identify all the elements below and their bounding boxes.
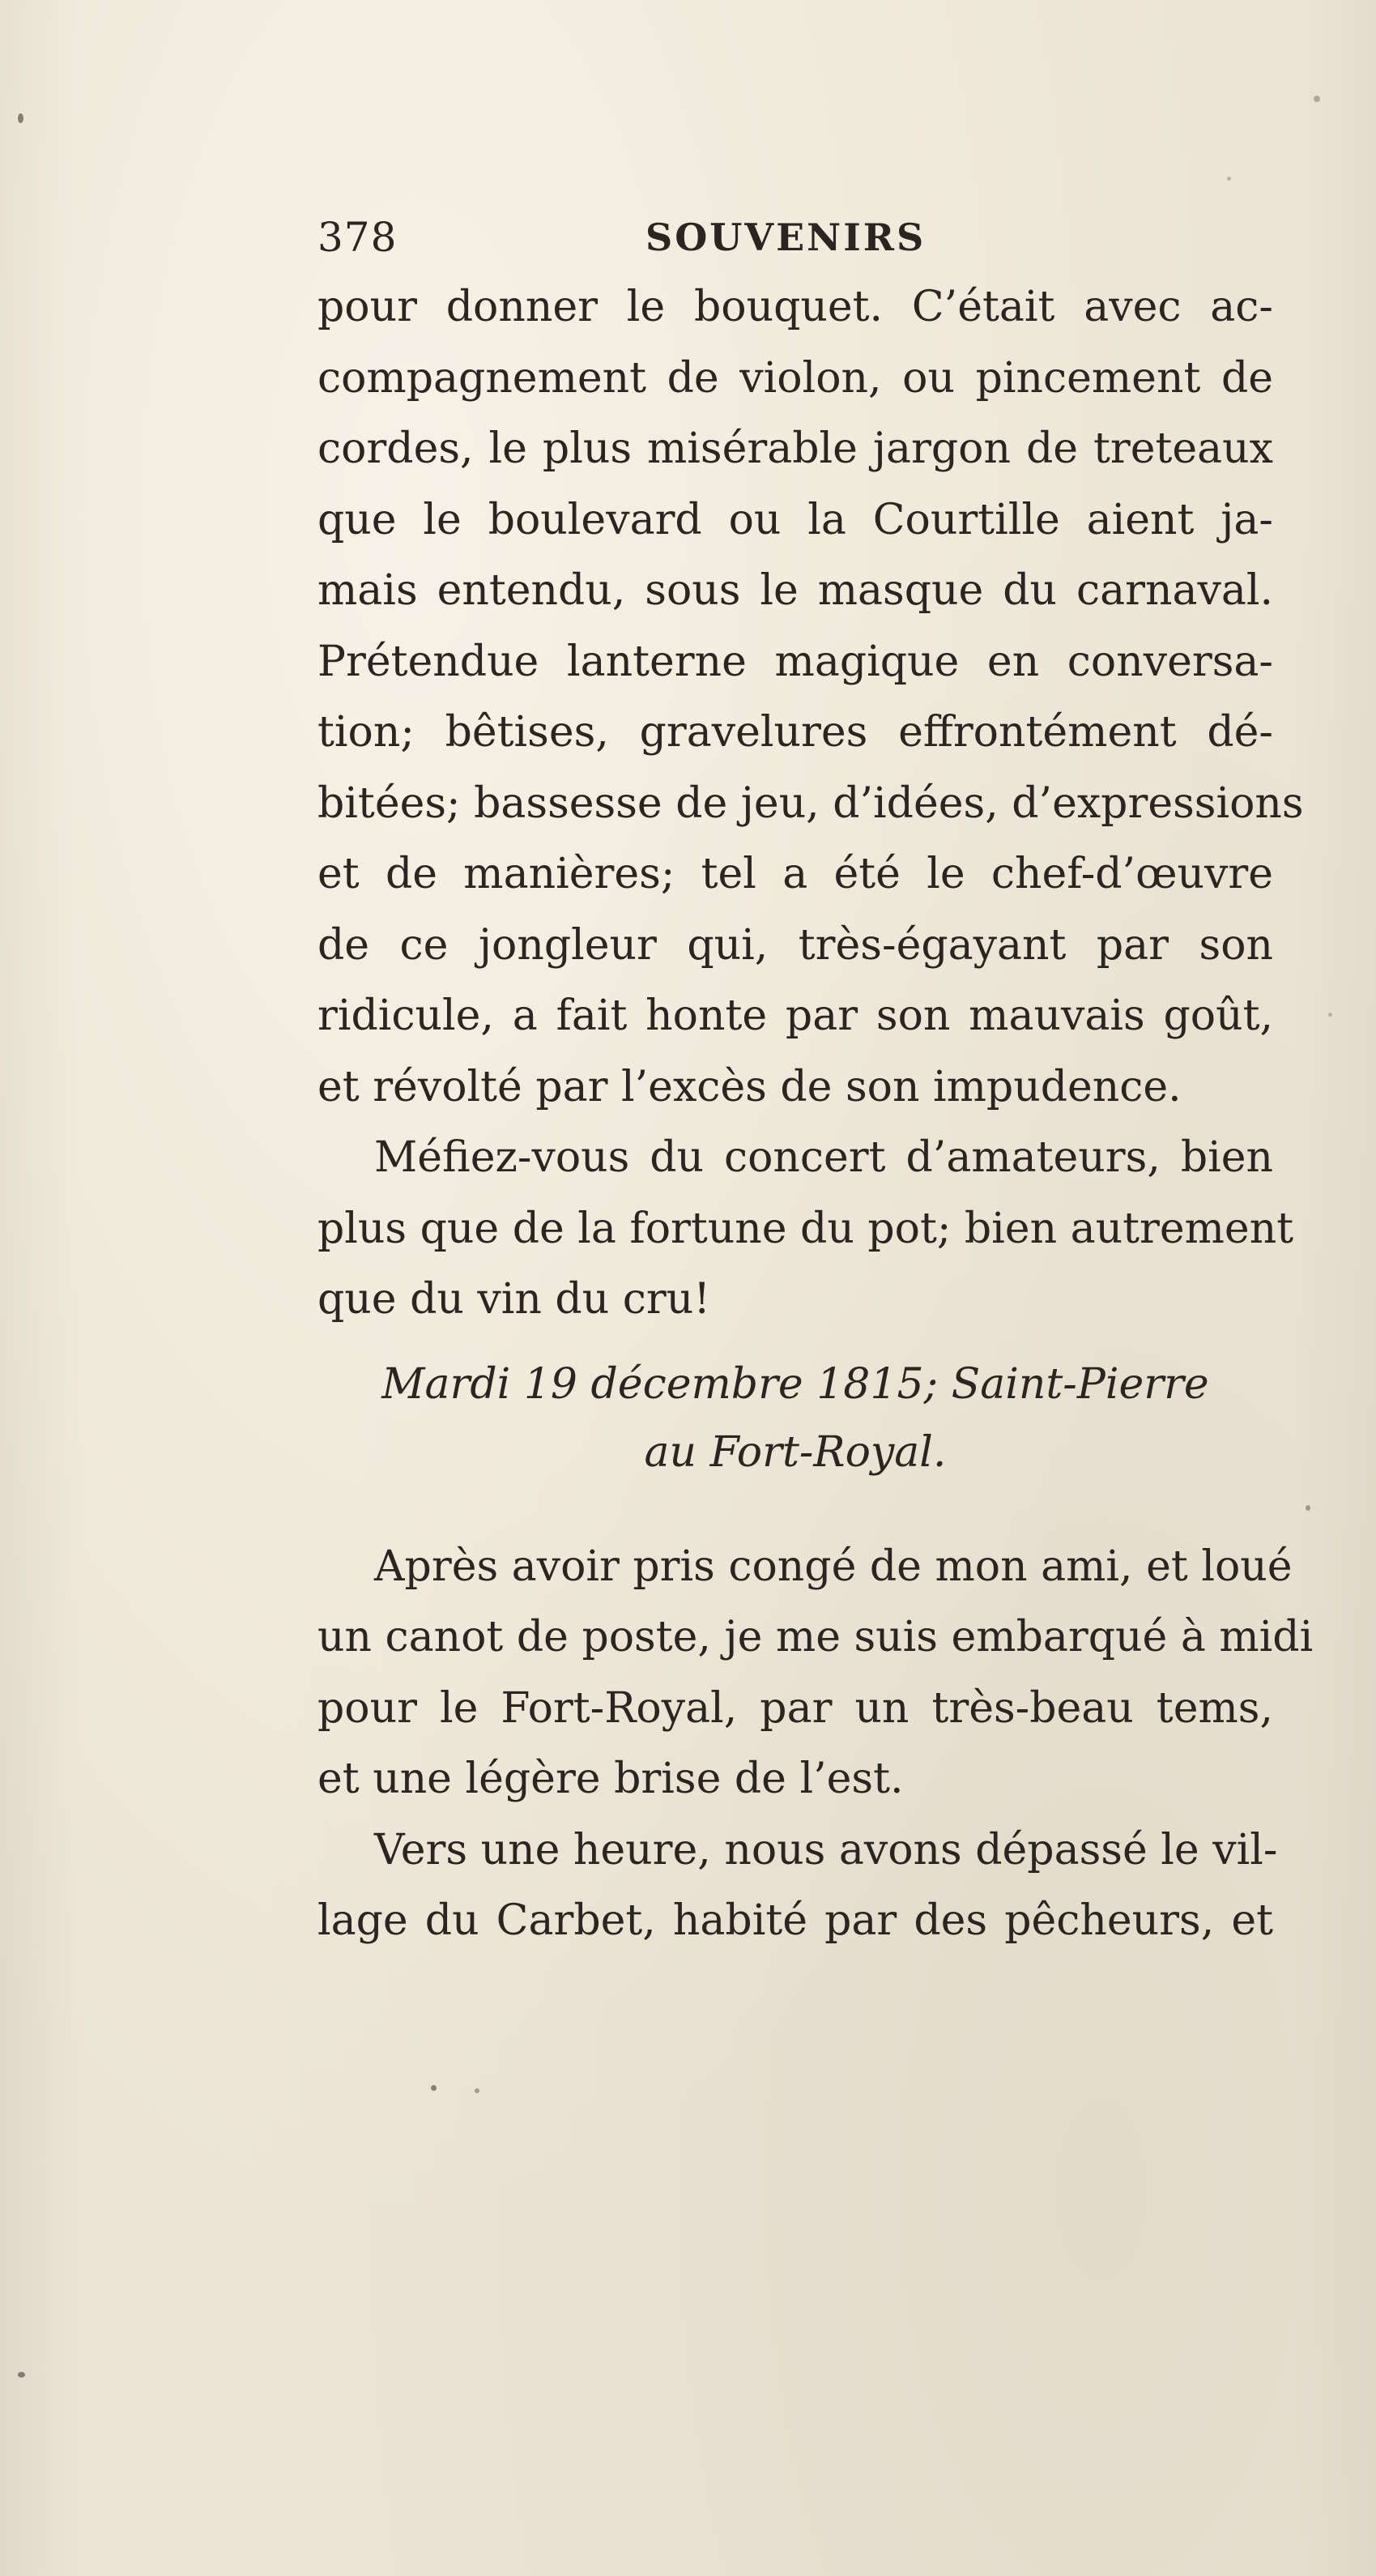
text-line: et de manières; tel a été le chef-d’œuvre [317,850,1273,898]
running-title: SOUVENIRS [645,215,927,259]
text-line: plus que de la fortune du pot; bien autrement [317,1204,1294,1253]
paragraph-4 [317,1815,1278,1957]
paper-speck [1314,96,1320,102]
text-line: Méfiez-vous du concert d’amateurs, bien [374,1133,1273,1182]
paragraph-3 [317,1532,1314,1815]
paper-speck [431,2085,437,2091]
text-line: tion; bêtises, gravelures effrontément dé- [317,708,1273,757]
page-text [317,203,1314,1957]
text-line: cordes, le plus misérable jargon de treteaux [317,424,1273,473]
text-line: Après avoir pris congé de mon ami, et loué [374,1542,1293,1591]
text-line: de ce jongleur qui, très-égayant par son [317,920,1273,970]
page-number: 378 [317,214,398,261]
text-line: bitées; bassesse de jeu, d’idées, d’expressions [317,778,1304,828]
dateline-line: Mardi 19 décembre 1815; Saint-Pierre [381,1359,1209,1409]
paper-speck [1328,1013,1332,1017]
dateline [317,1350,1273,1486]
text-line: ridicule, a fait honte par son mauvais goût, [317,992,1273,1040]
paragraph-2 [317,1123,1294,1336]
text-line: un canot de poste, je me suis embarqué à midi [317,1613,1314,1661]
paper-speck [18,113,23,123]
paper-speck [18,2372,25,2378]
running-header [317,203,1273,272]
paper-speck [475,2088,479,2093]
text-line: pour donner le bouquet. C’était avec ac- [317,283,1273,331]
text-line: compagnement de violon, ou pincement de [317,353,1273,403]
text-line: que le boulevard ou la Courtille aient ja- [317,495,1273,544]
text-line: mais entendu, sous le masque du carnaval. [317,566,1273,615]
paper-speck [1227,177,1231,181]
text-line: que du vin du cru! [317,1275,711,1324]
text-line: Vers une heure, nous avons dépassé le vil- [374,1825,1278,1874]
dateline-line: au Fort-Royal. [644,1427,947,1477]
text-line: et une légère brise de l’est. [317,1755,904,1803]
text-line: Prétendue lanterne magique en conversa- [317,637,1273,686]
text-line: lage du Carbet, habité par des pêcheurs, et [317,1896,1273,1945]
paper-speck [1306,1505,1310,1511]
text-line: pour le Fort-Royal, par un très-beau tems, [317,1683,1273,1733]
text-line: et révolté par l’excès de son impudence. [317,1062,1182,1111]
paragraph-1 [317,272,1304,1123]
